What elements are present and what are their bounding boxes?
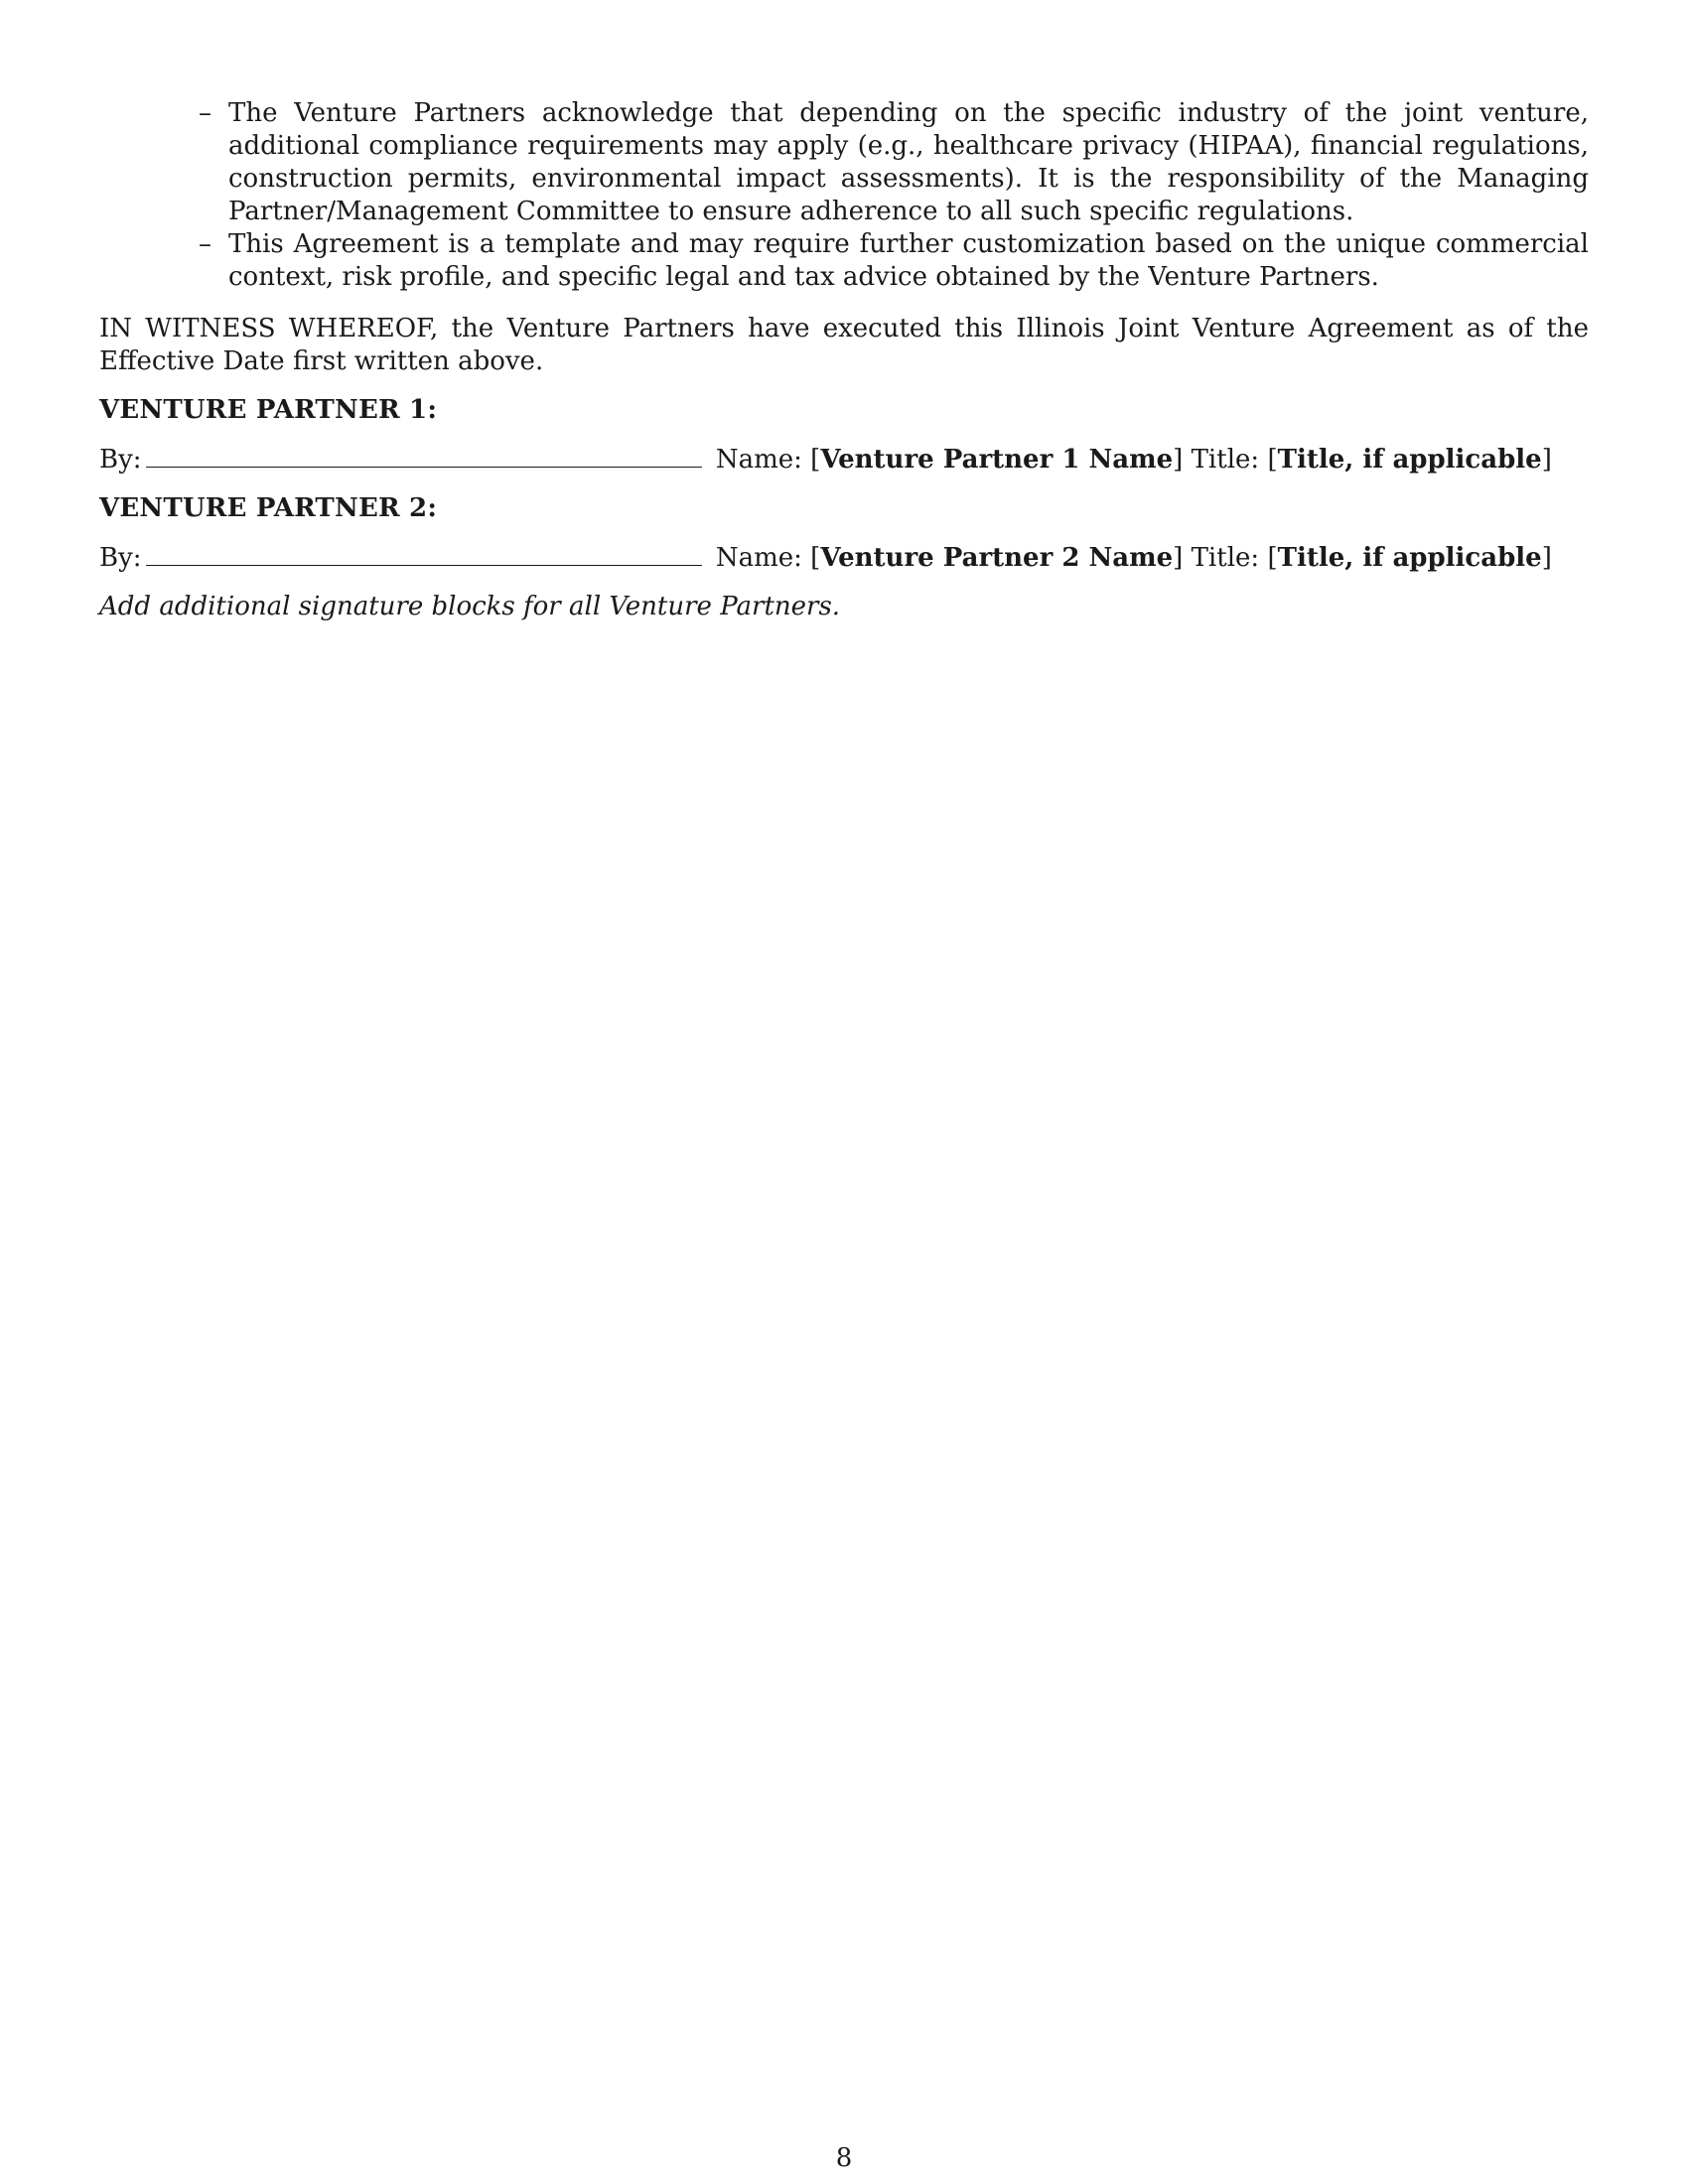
additional-signatures-note: Add additional signature blocks for all Venture Partners.	[99, 592, 841, 621]
signature-line	[99, 541, 1589, 575]
name-label: Name:	[715, 445, 802, 475]
bullet-dash: –	[199, 229, 211, 259]
title-open-bracket: [	[1267, 445, 1278, 475]
signature-block-partner-2	[99, 492, 1589, 575]
by-label: By:	[99, 445, 142, 475]
list-item-text: This Agreement is a template and may require further customization based on the unique commercial context, risk profile, and specific legal and tax advice obtained by the Venture Partners.	[228, 229, 1589, 292]
title-value: Title, if applicable	[1277, 543, 1542, 573]
list-item	[99, 228, 1589, 294]
signature-blank[interactable]	[146, 541, 702, 566]
signature-blank[interactable]	[146, 443, 702, 468]
name-value: Venture Partner 1 Name	[820, 445, 1174, 475]
by-label: By:	[99, 543, 142, 573]
name-value: Venture Partner 2 Name	[820, 543, 1174, 573]
bullet-dash: –	[199, 98, 211, 128]
name-close-bracket: ]	[1173, 543, 1184, 573]
title-label: Title:	[1191, 445, 1260, 475]
title-open-bracket: [	[1267, 543, 1278, 573]
witness-clause: IN WITNESS WHEREOF, the Venture Partners have executed this Illinois Joint Venture Agreement as of the Effective Date first written above.	[99, 314, 1589, 376]
signature-heading: VENTURE PARTNER 2:	[99, 493, 438, 523]
title-close-bracket: ]	[1541, 543, 1552, 573]
title-close-bracket: ]	[1541, 445, 1552, 475]
document-page	[99, 97, 1589, 623]
compliance-list	[99, 97, 1589, 294]
title-label: Title:	[1191, 543, 1260, 573]
signature-block-partner-1	[99, 394, 1589, 477]
title-value: Title, if applicable	[1277, 445, 1542, 475]
name-open-bracket: [	[810, 543, 821, 573]
name-label: Name:	[715, 543, 802, 573]
signature-line	[99, 443, 1589, 477]
name-close-bracket: ]	[1173, 445, 1184, 475]
list-item	[99, 97, 1589, 228]
signature-heading: VENTURE PARTNER 1:	[99, 395, 438, 425]
page-number: 8	[835, 2143, 853, 2173]
list-item-text: The Venture Partners acknowledge that depending on the specific industry of the joint venture, additional compliance requirements may apply (e.g., healthcare privacy (HIPAA), financial regulations, construction permits, environmental impact assessments). It is the responsibility of the Managing Partner/Management Committee to ensure adherence to all such specific regulations.	[228, 98, 1589, 226]
name-open-bracket: [	[810, 445, 821, 475]
